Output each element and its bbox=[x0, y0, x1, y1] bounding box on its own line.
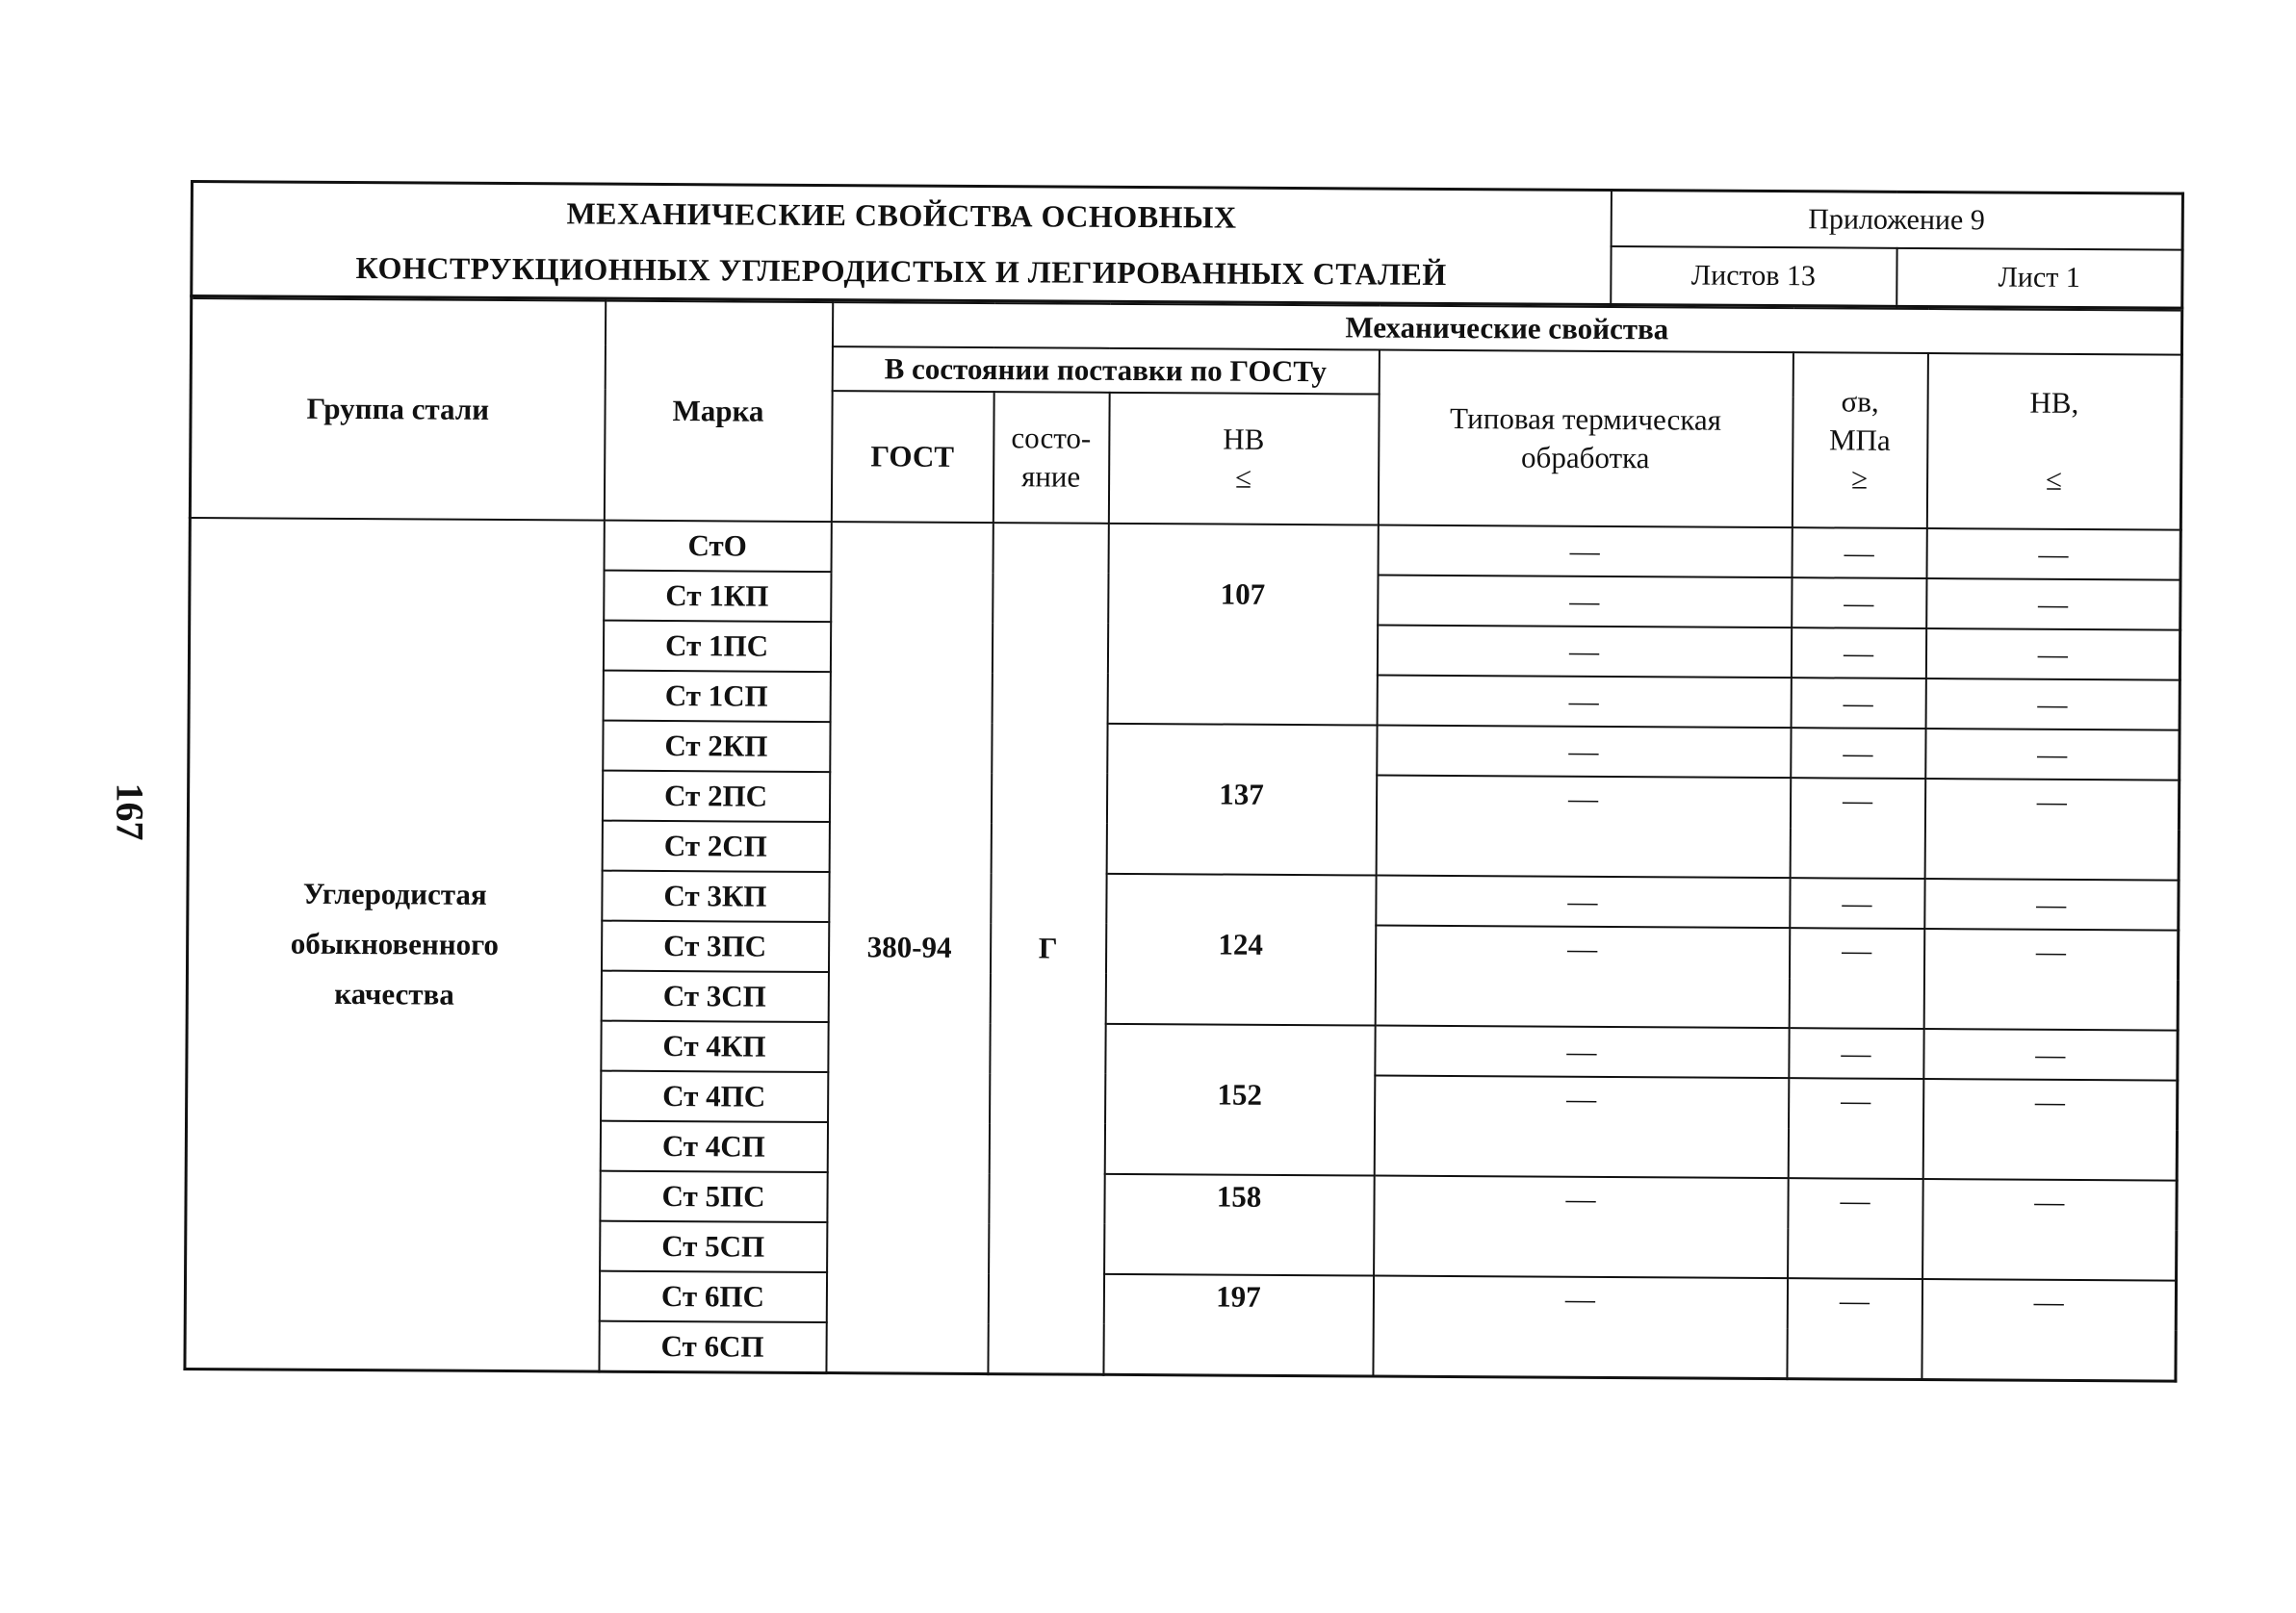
sigma-sign: ≥ bbox=[1851, 461, 1869, 496]
group-line-3: качества bbox=[334, 976, 454, 1011]
col-header-mech-props: Механические свойства bbox=[832, 302, 2181, 355]
heat-treatment-cell: — bbox=[1375, 1026, 1789, 1079]
hb2-cell: — bbox=[1922, 1079, 2178, 1181]
title-line-2: КОНСТРУКЦИОННЫХ УГЛЕРОДИСТЫХ И ЛЕГИРОВАННЫХ СТАЛЕЙ bbox=[355, 250, 1447, 292]
grade-cell: Ст 3ПС bbox=[601, 921, 828, 972]
document-title bbox=[192, 182, 1612, 305]
col-header-delivery-state: В состоянии поставки по ГОСТу bbox=[832, 346, 1379, 394]
hb2-cell: — bbox=[1925, 628, 2180, 680]
hb2-sign: ≤ bbox=[2045, 462, 2063, 497]
state-cell: Г bbox=[988, 523, 1108, 1374]
page-number: 167 bbox=[108, 782, 152, 841]
gost-cell: 380-94 bbox=[826, 522, 993, 1374]
hb-cell bbox=[1106, 724, 1377, 876]
title-block bbox=[190, 180, 2184, 310]
grade-cell: Ст 6ПС bbox=[599, 1271, 826, 1322]
grade-cell: Ст 1СП bbox=[603, 671, 830, 722]
grade-cell: Ст 2СП bbox=[602, 821, 829, 872]
heat-treatment-cell: — bbox=[1376, 776, 1791, 879]
hb-cell bbox=[1107, 524, 1378, 726]
sigma-cell: — bbox=[1791, 678, 1925, 729]
sigma-cell: — bbox=[1789, 1028, 1923, 1079]
sheets-total: Листов 13 bbox=[1611, 246, 1896, 306]
hb2-cell: — bbox=[1924, 879, 2179, 931]
hb2-cell: — bbox=[1925, 678, 2180, 730]
col-header-heat-treatment bbox=[1378, 350, 1793, 528]
sigma-cell: — bbox=[1791, 627, 1925, 678]
hb-sign: ≤ bbox=[1235, 460, 1252, 495]
col-header-sigma bbox=[1792, 352, 1927, 528]
sheet-number: Лист 1 bbox=[1896, 248, 2182, 308]
grade-cell: Ст 4КП bbox=[601, 1021, 828, 1072]
sigma-line-2: МПа bbox=[1828, 422, 1891, 457]
heat-treatment-cell: — bbox=[1377, 676, 1791, 729]
heat-treatment-cell: — bbox=[1378, 576, 1792, 628]
heat-treatment-cell: — bbox=[1375, 926, 1790, 1029]
hb2-cell: — bbox=[1924, 779, 2180, 881]
col-header-gost: ГОСТ bbox=[831, 391, 993, 523]
hb-cell: 158 bbox=[1104, 1174, 1375, 1276]
col-header-hb bbox=[1108, 393, 1379, 525]
hb2-cell: — bbox=[1923, 1029, 2178, 1081]
hb-value: 107 bbox=[1220, 576, 1266, 611]
grade-cell: Ст 1КП bbox=[604, 571, 831, 622]
group-line-2: обыкновенного bbox=[290, 926, 500, 961]
col-header-hb2 bbox=[1926, 353, 2181, 530]
hb-value: 124 bbox=[1218, 927, 1264, 961]
hb2-label: НВ, bbox=[2029, 385, 2079, 420]
grade-cell: Ст 5ПС bbox=[600, 1171, 827, 1222]
heat-treatment-line-1: Типовая термическая bbox=[1449, 400, 1722, 437]
sigma-cell: — bbox=[1788, 1078, 1923, 1179]
heat-treatment-cell: — bbox=[1377, 726, 1791, 779]
heat-treatment-cell: — bbox=[1373, 1276, 1788, 1379]
grade-cell: Ст 3КП bbox=[602, 871, 829, 922]
sigma-cell: — bbox=[1791, 728, 1925, 779]
hb-cell bbox=[1105, 874, 1376, 1026]
grade-cell: Ст 4СП bbox=[600, 1121, 827, 1172]
hb2-cell: — bbox=[1923, 929, 2179, 1031]
heat-treatment-cell: — bbox=[1374, 1076, 1789, 1179]
hb2-cell: — bbox=[1925, 729, 2180, 781]
sigma-cell: — bbox=[1787, 1278, 1922, 1379]
hb2-cell: — bbox=[1926, 528, 2180, 580]
sigma-cell: — bbox=[1792, 527, 1926, 578]
sigma-cell: — bbox=[1790, 878, 1924, 929]
sigma-cell: — bbox=[1792, 577, 1926, 628]
heat-treatment-cell: — bbox=[1378, 525, 1792, 578]
hb2-cell: — bbox=[1922, 1279, 2177, 1381]
hb-label: НВ bbox=[1223, 422, 1265, 456]
sigma-cell: — bbox=[1790, 778, 1925, 879]
grade-cell: Ст 5СП bbox=[600, 1221, 827, 1272]
hb-cell bbox=[1104, 1024, 1375, 1176]
title-line-1: МЕХАНИЧЕСКИЕ СВОЙСТВА ОСНОВНЫХ bbox=[566, 195, 1237, 235]
sigma-cell: — bbox=[1788, 1178, 1923, 1279]
heat-treatment-cell: — bbox=[1374, 1176, 1789, 1279]
grade-cell: Ст 2ПС bbox=[602, 771, 829, 822]
grade-cell: Ст 6СП bbox=[599, 1321, 826, 1373]
steel-properties-table bbox=[183, 297, 2183, 1383]
heat-treatment-line-2: обработка bbox=[1521, 440, 1650, 475]
hb-cell: 197 bbox=[1103, 1274, 1374, 1376]
sigma-line-1: σв, bbox=[1841, 384, 1879, 419]
steel-group-cell bbox=[185, 518, 604, 1371]
col-header-group: Группа стали bbox=[190, 298, 605, 521]
col-header-grade: Марка bbox=[604, 301, 832, 522]
grade-cell: Ст 2КП bbox=[603, 721, 830, 772]
hb-value: 137 bbox=[1219, 777, 1264, 811]
hb2-cell: — bbox=[1926, 578, 2180, 630]
state-line-1: состо- bbox=[1011, 421, 1092, 455]
grade-cell: Ст 1ПС bbox=[603, 621, 830, 672]
heat-treatment-cell: — bbox=[1377, 626, 1791, 678]
grade-cell: Ст 4ПС bbox=[601, 1071, 828, 1122]
heat-treatment-cell: — bbox=[1376, 876, 1790, 929]
grade-cell: Ст 3СП bbox=[601, 971, 828, 1022]
hb2-cell: — bbox=[1922, 1179, 2178, 1281]
appendix-label: Приложение 9 bbox=[1611, 191, 2182, 250]
col-header-state bbox=[993, 392, 1109, 524]
grade-cell: СтО bbox=[604, 521, 831, 572]
sigma-cell: — bbox=[1789, 928, 1924, 1029]
hb2-spacer bbox=[1928, 422, 2180, 462]
hb-value: 152 bbox=[1217, 1077, 1263, 1112]
group-line-1: Углеродистая bbox=[302, 876, 487, 911]
state-line-2: яние bbox=[1020, 459, 1081, 494]
document-sheet bbox=[183, 180, 2181, 1390]
